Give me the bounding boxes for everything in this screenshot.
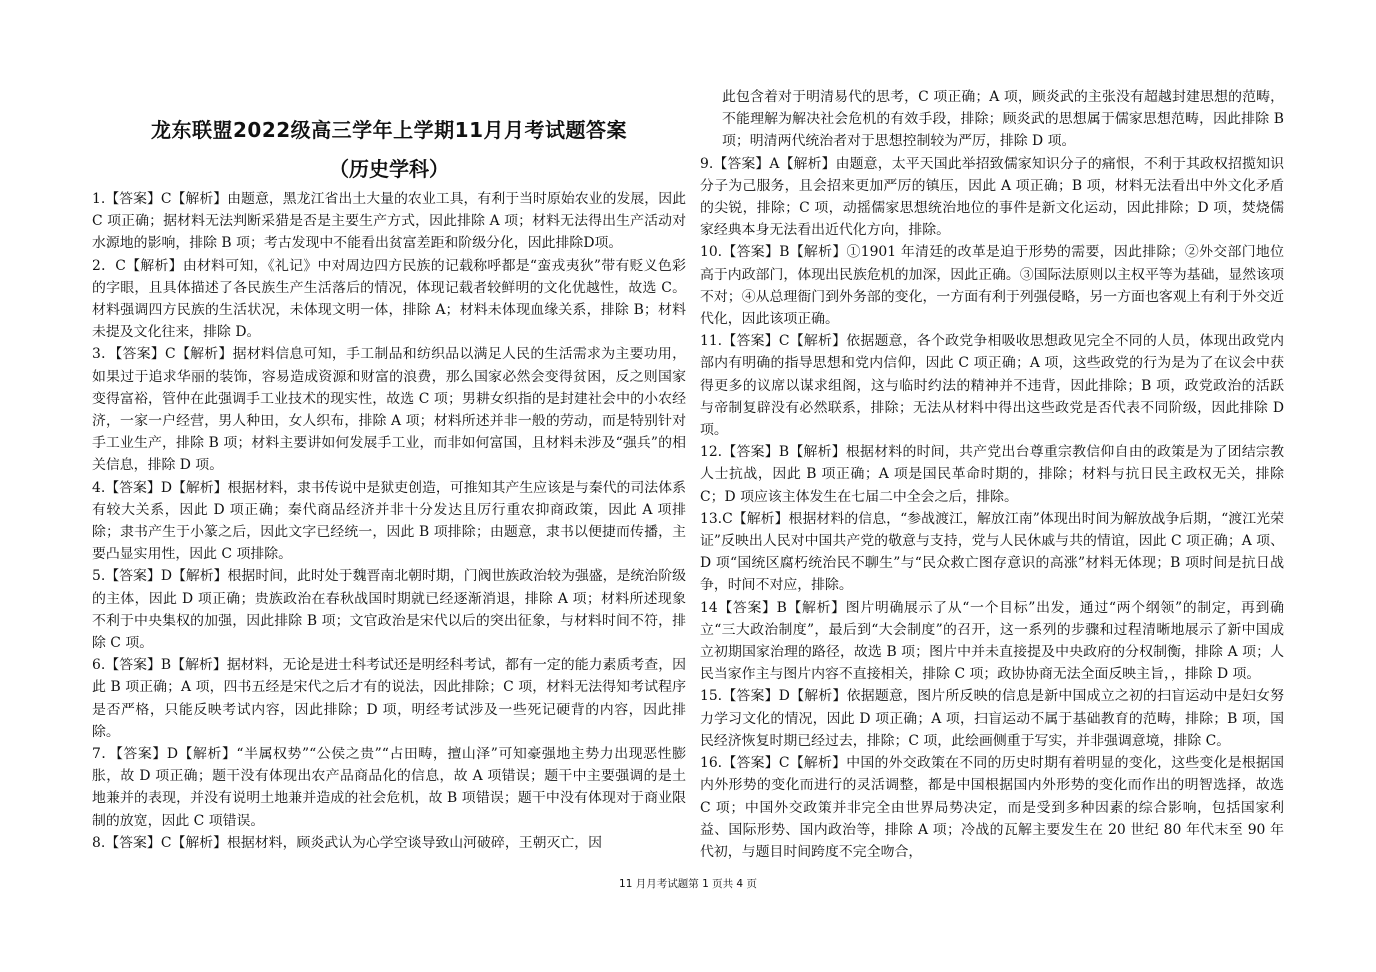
answer-item-8-continued: 此包含着对于明清易代的思考，C 项正确；A 项，顾炎武的主张没有超越封建思想的范畴，不能理解为解决社会危机的有效手段，排除；顾炎武的思想属于儒家思想范畴，因此排除 B 项；明清两代统治者对于思想控制较为严厉，排除 D 项。 <box>722 89 1284 150</box>
answer-item-4: 4.【答案】D【解析】根据材料，隶书传说中是狱吏创造，可推知其产生应该是与秦代的司法体系有较大关系，因此 D 项正确；秦代商品经济并非十分发达且厉行重农抑商政策，因此 A 项排除；隶书产生于小篆之后，因此文字已经统一，因此 B 项排除；由题意，隶书以便捷而传播，主要凸显实用性，因此 C 项排除。 <box>92 479 686 563</box>
answer-item-15: 15.【答案】D【解析】依据题意，图片所反映的信息是新中国成立之初的扫盲运动中是妇女努力学习文化的情况，因此 D 项正确；A 项，扫盲运动不属于基础教育的范畴，排除；B 项，国民经济恢复时期已经过去，排除；C 项，此绘画侧重于写实，并非强调意境，排除 C。 <box>700 688 1284 749</box>
right-column <box>700 86 1284 863</box>
answer-item-2: 2．C【解析】由材料可知，《礼记》中对周边四方民族的记载称呼都是“蛮戎夷狄”带有贬义色彩的字眼，且具体描述了各民族生产生活落后的情况，体现记载者较鲜明的文化优越性，故选 C。材料强调四方民族的生活状况，未体现文明一体，排除 A；材料未体现血缘关系，排除 B；材料未提及文化往来，排除 D。 <box>92 257 686 341</box>
answer-item-9: 9.【答案】A【解析】由题意，太平天国此举招致儒家知识分子的痛恨，不利于其政权招揽知识分子为己服务，且会招来更加严厉的镇压，因此 A 项正确；B 项，材料无法看出中外文化矛盾的尖锐，排除；C 项，动摇儒家思想统治地位的事件是新文化运动，因此排除；D 项，焚烧儒家经典本身无法看出近代化方向，排除。 <box>700 155 1284 239</box>
answer-item-16: 16.【答案】C【解析】中国的外交政策在不同的历史时期有着明显的变化，这些变化是根据国内外形势的变化而进行的灵活调整，都是中国根据国内外形势的变化而作出的明智选择，故选 C 项；中国外交政策并非完全由世界局势决定，而是受到多种因素的综合影响，包括国家利益、国际形势、国内政治等，排除 A 项；冷战的瓦解主要发生在 20 世纪 80 年代末至 90 年代初，与题目时间跨度不完全吻合， <box>700 755 1284 860</box>
answer-item-11: 11.【答案】C【解析】依据题意，各个政党争相吸收思想政见完全不同的人员，体现出政党内部内有明确的指导思想和党内信仰，因此 C 项正确；A 项，这些政党的行为是为了在议会中获得更多的议席以谋求组阁，这与临时约法的精神并不违背，因此排除；B 项，政党政治的活跃与帝制复辟没有必然联系，排除；无法从材料中得出这些政党是否代表不同阶级，因此排除 D 项。 <box>700 333 1284 439</box>
answer-item-3: 3．【答案】C【解析】据材料信息可知，手工制品和纺织品以满足人民的生活需求为主要功用，如果过于追求华丽的装饰，容易造成资源和财富的浪费，那么国家必然会变得贫困，反之则国家变得富裕，管仲在此强调手工业技术的现实性，故选 C 项；男耕女织指的是封建社会中的小农经济，一家一户经营，男人种田，女人织布，排除 A 项；材料所述并非一般的劳动，而是特别针对手工业生产，排除 B 项；材料主要讲如何发展手工业，而非如何富国，且材料未涉及“强兵”的相关信息，排除 D 项。 <box>92 346 686 474</box>
answer-item-7: 7．【答案】D【解析】“半属权势”“公侯之贵”“占田畴，擅山泽”可知豪强地主势力出现恶性膨胀，故 D 项正确；题干没有体现出农产品商品化的信息，故 A 项错误；题干中主要强调的是土地兼并的表现，并没有说明土地兼并造成的社会危机，故 B 项错误；题干中没有体现对于商业限制的放宽，因此 C 项错误。 <box>92 746 686 829</box>
answer-item-10: 10.【答案】B【解析】①1901 年清廷的改革是迫于形势的需要，因此排除；②外交部门地位高于内政部门，体现出民族危机的加深，因此正确。③国际法原则以主权平等为基础，显然该项不对；④从总理衙门到外务部的变化，一方面有利于列强侵略，另一方面也客观上有利于外交近代化，因此该项正确。 <box>700 244 1284 328</box>
document-title: 龙东联盟2022级高三学年上学期11月月考试题答案 <box>151 118 627 142</box>
answer-item-13: 13.C【解析】根据材料的信息，“参战渡江，解放江南”体现出时间为解放战争后期，“渡江光荣证”反映出人民对中国共产党的敬意与支持，党与人民休戚与共的情谊，因此 C 项正确；A 项、D 项“国统区腐朽统治民不聊生”与“民众救亡图存意识的高涨”材料无体现；B 项时间是抗日战争，时间不对应，排除。 <box>700 510 1284 594</box>
answer-item-1: 1.【答案】C【解析】由题意，黑龙江省出土大量的农业工具，有利于当时原始农业的发展，因此 C 项正确；据材料无法判断采猎是否是主要生产方式，因此排除 A 项；材料无法得出生产活动对水源地的影响，排除 B 项；考古发现中不能看出贫富差距和阶级分化，因此排除D项。 <box>92 191 686 252</box>
page-footer: 11 月月考试题第 1 页共 4 页 <box>619 878 757 890</box>
answer-item-12: 12.【答案】B【解析】根据材料的时间，共产党出台尊重宗教信仰自由的政策是为了团结宗教人士抗战，因此 B 项正确；A 项是国民革命时期的，排除；材料与抗日民主政权无关，排除 C；D 项应该主体发生在七届二中全会之后，排除。 <box>700 444 1284 505</box>
answer-item-5: 5.【答案】D【解析】根据时间，此时处于魏晋南北朝时期，门阀世族政治较为强盛，是统治阶级的主体，因此 D 项正确；贵族政治在春秋战国时期就已经逐渐消退，排除 A 项；材料所述现象不利于中央集权的加强，因此排除 B 项；文官政治是宋代以后的突出征象，与材料时间不符，排除 C 项。 <box>92 568 686 652</box>
answer-item-6: 6.【答案】B【解析】据材料，无论是进士科考试还是明经科考试，都有一定的能力素质考查，因此 B 项正确；A 项，四书五经是宋代之后才有的说法，因此排除；C 项，材料无法得知考试程序是否严格，只能反映考试内容，因此排除；D 项，明经考试涉及一些死记硬背的内容，因此排除。 <box>92 657 686 740</box>
answer-item-14: 14【答案】B【解析】图片明确展示了从“一个目标”出发，通过“两个纲领”的制定，再到确立“三大政治制度”，最后到“大会制度”的召开，这一系列的步骤和过程清晰地展示了新中国成立初期国家治理的路径，故选 B 项；图片中并未直接提及中央政府的分权制衡，排除 A 项；人民当家作主与图片内容不直接相关，排除 C 项；政协协商无法全面反映主旨，，排除 D 项。 <box>700 599 1284 683</box>
left-column <box>92 188 686 854</box>
document-subtitle: （历史学科） <box>329 157 449 181</box>
answer-item-8-start: 8.【答案】C【解析】根据材料，顾炎武认为心学空谈导致山河破碎，王朝灭亡，因 <box>92 834 603 851</box>
